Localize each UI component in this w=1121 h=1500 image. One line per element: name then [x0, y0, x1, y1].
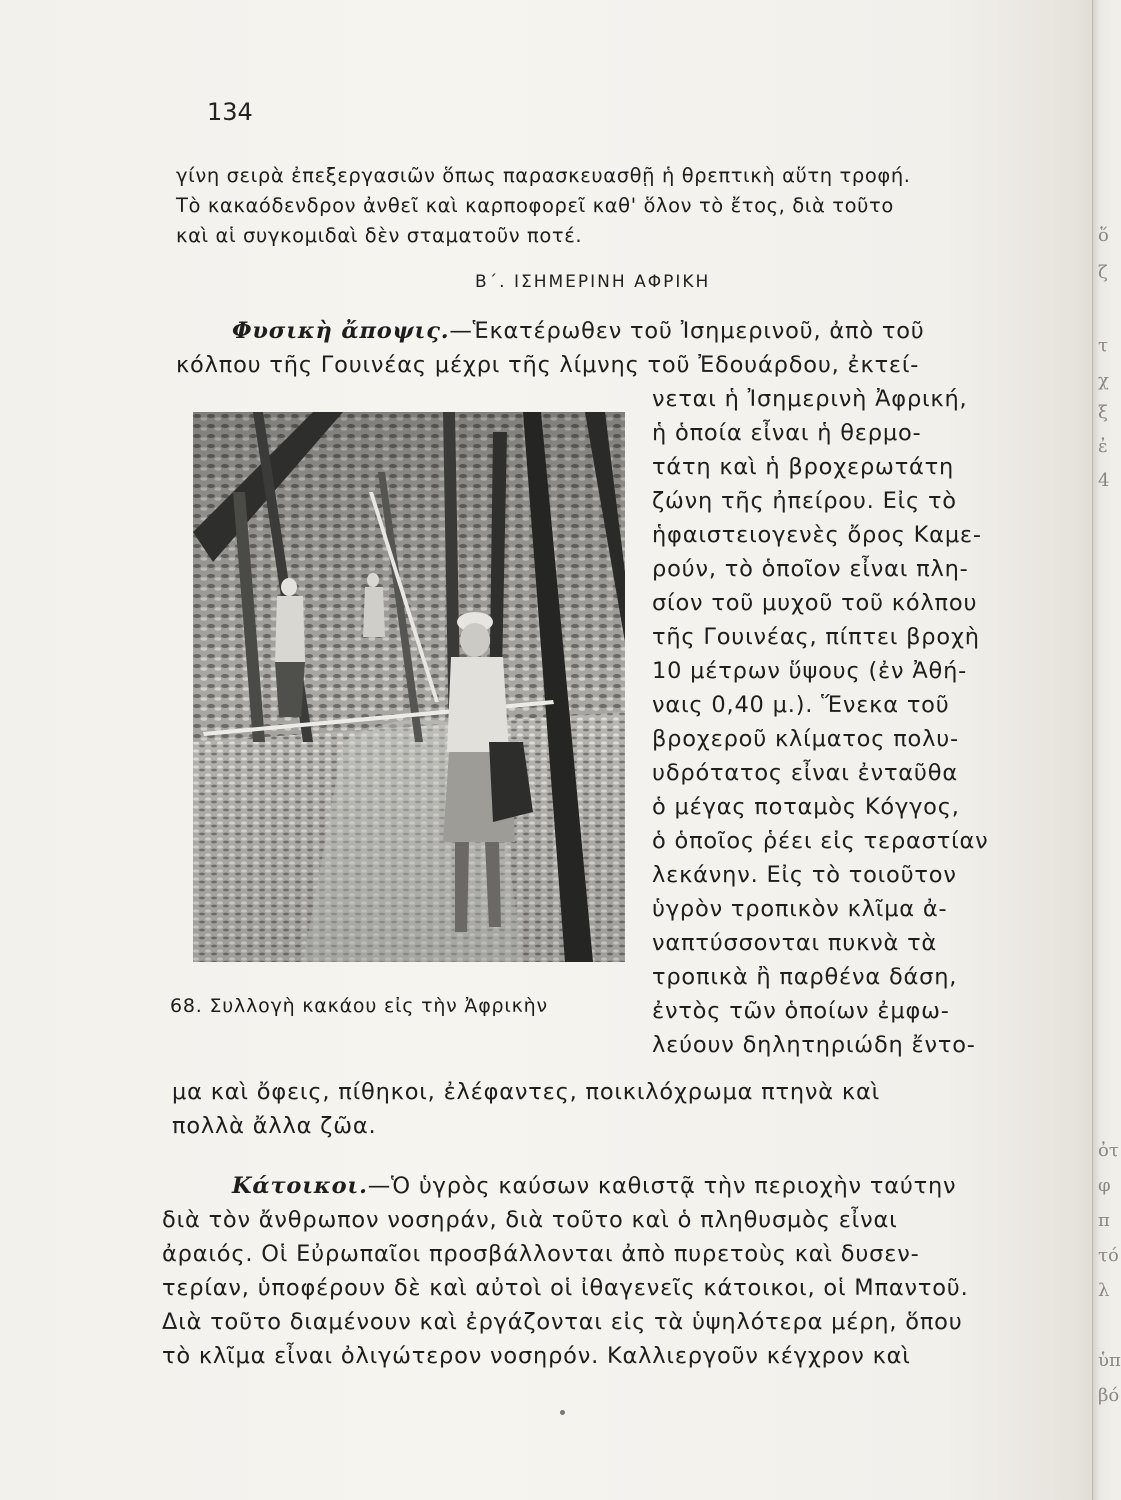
- physical-title: Φυσικὴ ἄποψις.: [232, 318, 450, 344]
- edge-glyph-13: ὑπ: [1098, 1350, 1121, 1371]
- inhabitants-line-2: διὰ τὸν ἄνθρωπον νοσηράν, διὰ τοῦτο καὶ ὁ πληθυσμὸς εἶναι: [162, 1207, 898, 1233]
- column-line-20: λεύουν δηλητηριώδη ἔντο-: [652, 1032, 976, 1058]
- column-line-18: τροπικὰ ἢ παρθένα δάση,: [652, 964, 958, 990]
- column-line-13: ὁ μέγας ποταμὸς Κόγγος,: [652, 794, 960, 820]
- column-line-15: λεκάνην. Εἰς τὸ τοιοῦτον: [652, 862, 957, 888]
- edge-glyph-6: ἐ: [1098, 436, 1108, 457]
- edge-glyph-1: ὅ: [1098, 225, 1109, 246]
- physical-line-1-text: —Ἑκατέρωθεν τοῦ Ἰσημερινοῦ, ἀπὸ τοῦ: [449, 318, 925, 344]
- column-line-9: 10 μέτρων ὕψους (ἐν Ἀθή-: [652, 658, 968, 684]
- edge-glyph-7: 4: [1098, 470, 1110, 491]
- column-line-1: νεται ἡ Ἰσημερινὴ Ἀφρική,: [652, 386, 968, 412]
- physical-line-1: [232, 318, 925, 344]
- page-number: 134: [207, 98, 253, 126]
- ink-speck: [560, 1410, 565, 1415]
- edge-glyph-8: ὀτ: [1098, 1140, 1119, 1161]
- column-line-3: τάτη καὶ ἡ βροχερωτάτη: [652, 454, 955, 480]
- edge-glyph-14: βό: [1098, 1385, 1120, 1406]
- column-line-10: ναις 0,40 μ.). Ἕνεκα τοῦ: [652, 692, 950, 718]
- column-line-12: υδρότατος εἶναι ἐνταῦθα: [652, 760, 958, 786]
- physical-line-full-b: πολλὰ ἄλλα ζῶα.: [172, 1113, 377, 1139]
- inhabitants-line-5: Διὰ τοῦτο διαμένουν καὶ ἐργάζονται εἰς τὰ ὑψηλότερα μέρη, ὅπου: [162, 1309, 963, 1335]
- section-heading: Β΄. ΙΣΗΜΕΡΙΝΗ ΑΦΡΙΚΗ: [475, 272, 711, 292]
- physical-line-2: κόλπου τῆς Γουινέας μέχρι τῆς λίμνης τοῦ Ἐδουάρδου, ἐκτεί-: [176, 352, 920, 378]
- edge-glyph-5: ξ: [1098, 402, 1108, 423]
- column-line-8: τῆς Γουινέας, πίπτει βροχὴ: [652, 624, 980, 650]
- edge-glyph-9: φ: [1098, 1175, 1111, 1196]
- inhabitants-title: Κάτοικοι.: [232, 1173, 368, 1199]
- intro-line-3: καὶ αἱ συγκομιδαὶ δὲν σταματοῦν ποτέ.: [176, 224, 583, 247]
- physical-line-full-a: μα καὶ ὄφεις, πίθηκοι, ἐλέφαντες, ποικιλόχρωμα πτηνὰ καὶ: [172, 1079, 880, 1105]
- edge-glyph-10: π: [1098, 1210, 1110, 1231]
- edge-glyph-2: ζ: [1098, 262, 1108, 283]
- cacao-harvest-photo: [193, 412, 625, 962]
- intro-line-1: γίνη σειρὰ ἐπεξεργασιῶν ὅπως παρασκευασθῇ ἡ θρεπτικὴ αὕτη τροφή.: [176, 164, 911, 187]
- edge-glyph-12: λ: [1098, 1280, 1110, 1301]
- column-line-19: ἐντὸς τῶν ὁποίων ἐμφω-: [652, 998, 950, 1024]
- intro-line-2: Τὸ κακαόδενδρον ἀνθεῖ καὶ καρποφορεῖ καθ' ὅλον τὸ ἔτος, διὰ τοῦτο: [176, 194, 894, 217]
- inhabitants-line-6: τὸ κλῖμα εἶναι ὀλιγώτερον νοσηρόν. Καλλιεργοῦν κέγχρον καὶ: [162, 1343, 911, 1369]
- inhabitants-line-1-text: —Ὁ ὑγρὸς καύσων καθιστᾷ τὴν περιοχὴν ταύτην: [367, 1173, 957, 1199]
- edge-glyph-4: χ: [1098, 370, 1109, 391]
- column-line-4: ζώνη τῆς ἠπείρου. Εἰς τὸ: [652, 488, 957, 514]
- column-line-14: ὁ ὁποῖος ῥέει εἰς τεραστίαν: [652, 828, 989, 854]
- figure-caption: 68. Συλλογὴ κακάου εἰς τὴν Ἀφρικὴν: [170, 995, 548, 1017]
- column-line-11: βροχεροῦ κλίματος πολυ-: [652, 726, 959, 752]
- inhabitants-line-4: τερίαν, ὑποφέρουν δὲ καὶ αὐτοὶ οἱ ἰθαγενεῖς κάτοικοι, οἱ Μπαντοῦ.: [162, 1275, 969, 1301]
- cacao-harvest-illustration: [193, 412, 625, 962]
- column-line-17: ναπτύσσονται πυκνὰ τὰ: [652, 930, 938, 956]
- inhabitants-line-1: [232, 1173, 956, 1199]
- column-line-6: ρούν, τὸ ὁποῖον εἶναι πλη-: [652, 556, 969, 582]
- edge-glyph-3: τ: [1098, 335, 1108, 356]
- column-line-7: σίον τοῦ μυχοῦ τοῦ κόλπου: [652, 590, 978, 616]
- inhabitants-line-3: ἀραιός. Οἱ Εὐρωπαῖοι προσβάλλονται ἀπὸ πυρετοὺς καὶ δυσεν-: [162, 1241, 920, 1267]
- column-line-5: ἡφαιστειογενὲς ὄρος Καμε-: [652, 522, 982, 548]
- edge-glyph-11: τό: [1098, 1245, 1119, 1266]
- column-line-2: ἡ ὁποία εἶναι ἡ θερμο-: [652, 420, 922, 446]
- column-line-16: ὑγρὸν τροπικὸν κλῖμα ἀ-: [652, 896, 948, 922]
